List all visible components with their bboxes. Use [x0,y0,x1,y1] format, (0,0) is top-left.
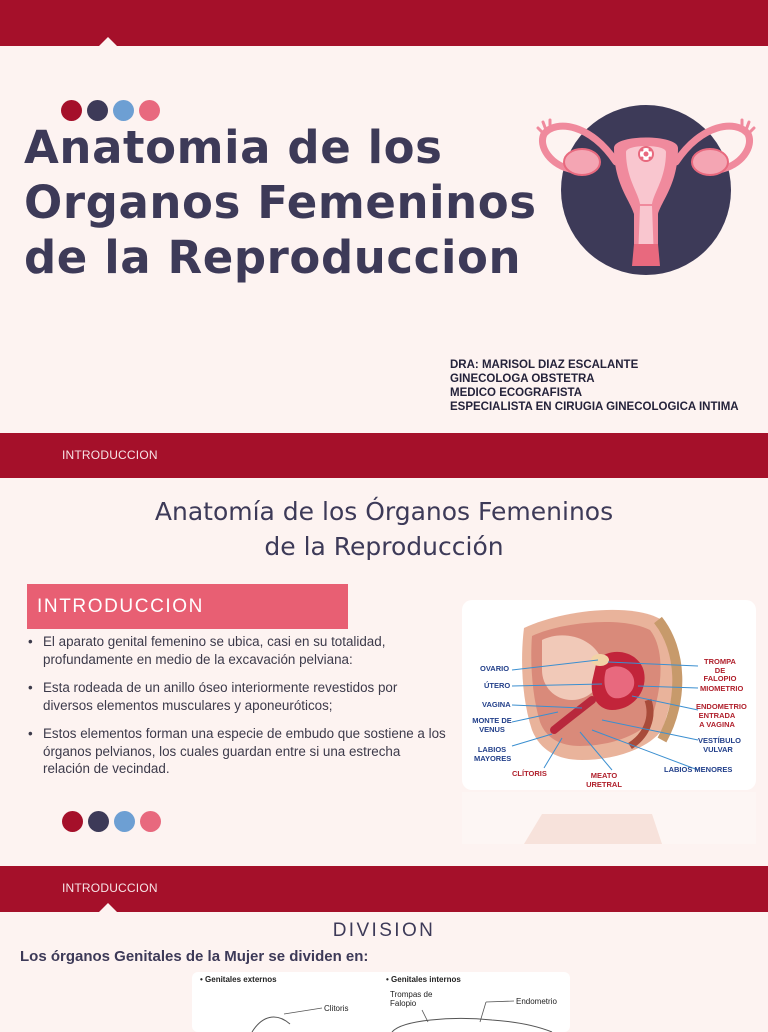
dot-blue [114,811,135,832]
division-title: DIVISION [332,920,436,941]
slide-title [0,494,768,564]
label-ovario: OVARIO [480,664,510,673]
dot-red [61,100,82,121]
label-entrada-a-vagina: ENTRADA A VAGINA [698,711,736,729]
genital-drawing [192,972,570,1032]
dot-blue [113,100,134,121]
decor-dots [61,100,160,121]
band-notch [99,903,117,912]
credit-line: MEDICO ECOGRAFISTA [450,387,583,399]
credit-line: ESPECIALISTA EN CIRUGIA GINECOLOGICA INTIMA [450,401,739,413]
label-clitoris: Clitoris [324,1004,349,1013]
bullet-item: • Estos elementos forman una especie de embudo que sostiene a los órganos pelvianos, los cuales guardan entre si una estrecha relación de vecindad. [28,725,448,778]
label-endometrio: ENDOMETRIO [696,702,747,711]
title-line-2: Organos Femeninos [24,176,537,229]
label-labios-menores: LABIOS MENORES [664,765,733,774]
label-genitales-externos: • Genitales externos [200,975,277,984]
uterus-illustration-icon [536,104,756,280]
intro-heading-box: INTRODUCCION [27,584,348,629]
pelvic-anatomy-diagram [462,600,756,790]
label-endometrio: Endometrio [516,997,557,1006]
label-vagina: VAGINA [482,700,511,709]
label-miometrio: MIOMETRIO [700,684,744,693]
reflection-drawing [462,792,756,844]
label-utero: ÚTERO [484,681,511,690]
credit-line: GINECOLOGA OBSTETRA [450,373,595,385]
decor-dots [62,811,161,832]
title-line-3: de la Reproduccion [24,231,522,284]
section-band-label: INTRODUCCION [62,448,158,462]
label-monte-de-venus: MONTE DE VENUS [472,716,512,734]
genital-division-diagram [192,972,570,1032]
diagram-reflection [462,792,756,844]
slide-title-line-2: de la Reproducción [264,532,504,561]
title-line-1: Anatomia de los [24,121,443,174]
dot-pink [139,100,160,121]
credit-line: DRA: MARISOL DIAZ ESCALANTE [450,359,639,371]
presentation-title [24,120,537,285]
label-trompa-de-falopio: TROMPA DE FALOPIO [703,657,737,683]
section-band-label: INTRODUCCION [62,881,158,895]
dot-red [62,811,83,832]
dot-pink [140,811,161,832]
label-clitoris: CLÍTORIS [512,769,547,778]
bullet-item: • El aparato genital femenino se ubica, casi en su totalidad, profundamente en medio de la excavación pelviana: [28,633,448,668]
label-genitales-internos: • Genitales internos [386,975,461,984]
band-notch [99,37,117,46]
dot-navy [88,811,109,832]
label-vestibulo-vulvar: VESTÍBULO VULVAR [698,736,741,754]
slide-title-line-1: Anatomía de los Órganos Femeninos [154,497,614,526]
author-credits [450,358,739,414]
label-meato-uretral: MEATO URETRAL [586,771,622,789]
dot-navy [87,100,108,121]
section-band [0,433,768,478]
division-subtitle: Los órganos Genitales de la Mujer se dividen en: [20,948,369,965]
label-trompas-de-falopio: Trompas de Falopio [390,990,433,1008]
intro-bullet-list [28,633,448,789]
label-labios-mayores: LABIOS MAYORES [474,745,512,763]
bullet-item: • Esta rodeada de un anillo óseo interiormente revestidos por diversos elementos musculares y aponeuróticos; [28,679,448,714]
